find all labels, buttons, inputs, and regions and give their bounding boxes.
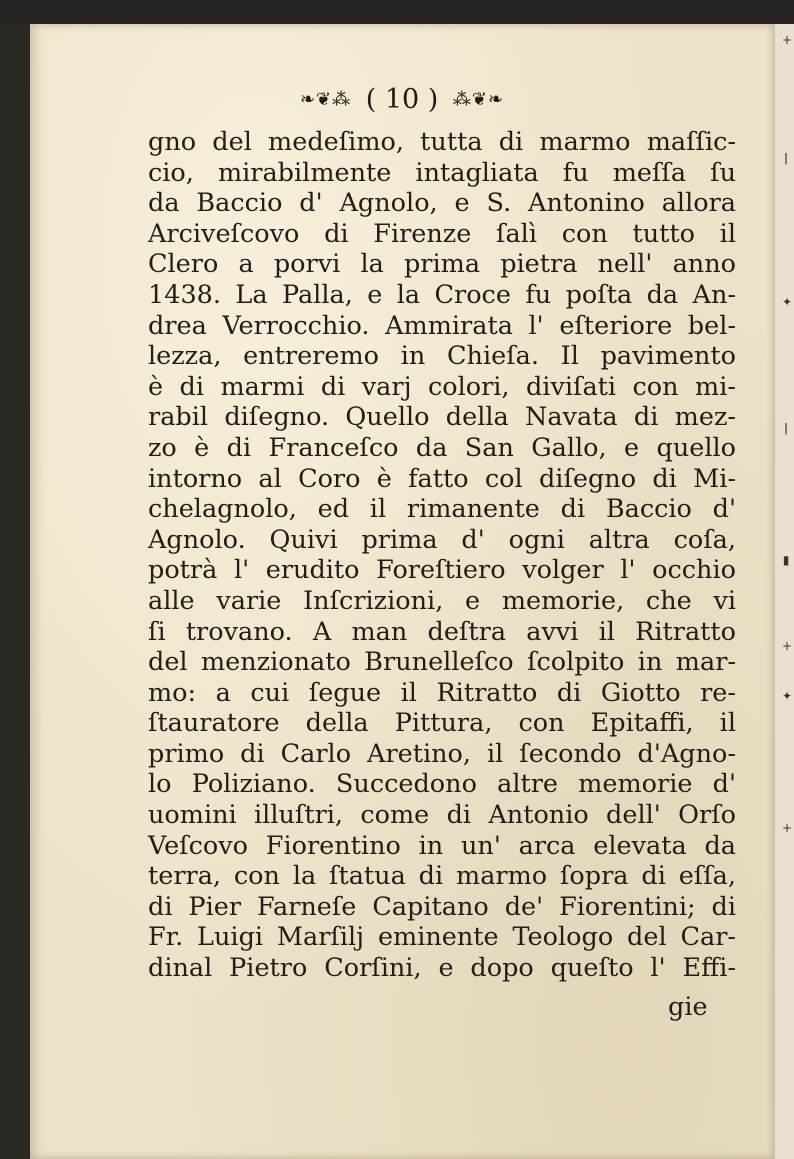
text-line: uomini illuſtri, come di Antonio dell' Orſo (148, 800, 736, 831)
text-line: Clero a porvi la prima pietra nell' anno (148, 249, 736, 280)
text-line: ſtauratore della Pittura, con Epitaffi, il (148, 708, 736, 739)
text-line: Veſcovo Fiorentino in un' arca elevata da (148, 830, 736, 861)
body-text (148, 127, 736, 984)
margin-mark-icon: + (782, 639, 793, 653)
margin-mark-icon: + (782, 821, 793, 835)
text-line: da Baccio d' Agnolo, e S. Antonino allora (148, 188, 736, 219)
text-line: intorno al Coro è fatto col diſegno di Mi- (148, 463, 736, 494)
text-line: rabil diſegno. Quello della Navata di mez- (148, 402, 736, 433)
text-line: potrà l' erudito Foreſtiero volger l' occhio (148, 555, 736, 586)
scan-top-border (0, 0, 794, 24)
text-line: gno del medeſimo, tutta di marmo maſſic- (148, 127, 736, 157)
page-number: ( 10 ) (365, 84, 439, 115)
ornament-right-icon: ⁂❦❧ (452, 89, 505, 110)
text-line: primo di Carlo Aretino, il ſecondo d'Agno- (148, 738, 736, 769)
running-header (30, 84, 774, 116)
margin-mark-icon: ✦ (782, 295, 793, 309)
text-line: drea Verrocchio. Ammirata l' eſteriore bel- (148, 310, 736, 341)
margin-mark-icon: ✦ (782, 689, 793, 703)
text-line: lezza, entreremo in Chieſa. Il pavimento (148, 341, 736, 372)
text-line: ſi trovano. A man deſtra avvi il Ritratto (148, 616, 736, 647)
catchword: gie (668, 992, 708, 1022)
text-line: Fr. Luigi Marſilj eminente Teologo del Car- (148, 922, 736, 953)
text-line: lo Poliziano. Succedono altre memorie d' (148, 769, 736, 800)
text-line: zo è di Franceſco da San Gallo, e quello (148, 432, 736, 463)
text-line: Agnolo. Quivi prima d' ogni altra coſa, (148, 524, 736, 555)
ornament-left-icon: ❧❦⁂ (299, 89, 352, 110)
text-line: terra, con la ſtatua di marmo ſopra di eſſa, (148, 861, 736, 892)
text-line: di Pier Farneſe Capitano de' Fiorentini; di (148, 891, 736, 922)
text-line: chelagnolo, ed il rimanente di Baccio d' (148, 494, 736, 525)
book-page (30, 24, 774, 1159)
margin-mark-icon: ǀ (784, 421, 788, 435)
text-line: del menzionato Brunelleſco ſcolpito in mar- (148, 647, 736, 678)
margin-mark-icon: ▮ (782, 553, 790, 567)
text-line: 1438. La Palla, e la Croce fu poſta da An- (148, 279, 736, 310)
text-line: mo: a cui ſegue il Ritratto di Giotto re- (148, 677, 736, 708)
adjacent-page-edge (774, 24, 794, 1159)
text-line: alle varie Inſcrizioni, e memorie, che vi (148, 585, 736, 616)
text-line: Arciveſcovo di Firenze ſalì con tutto il (148, 218, 736, 249)
margin-mark-icon: + (782, 33, 793, 47)
margin-mark-icon: ǀ (784, 151, 788, 165)
text-line: cio, mirabilmente intagliata fu meſſa ſu (148, 157, 736, 188)
text-line: dinal Pietro Corſini, e dopo queſto l' Effi- (148, 953, 736, 984)
text-line: è di marmi di varj colori, diviſati con mi- (148, 371, 736, 402)
